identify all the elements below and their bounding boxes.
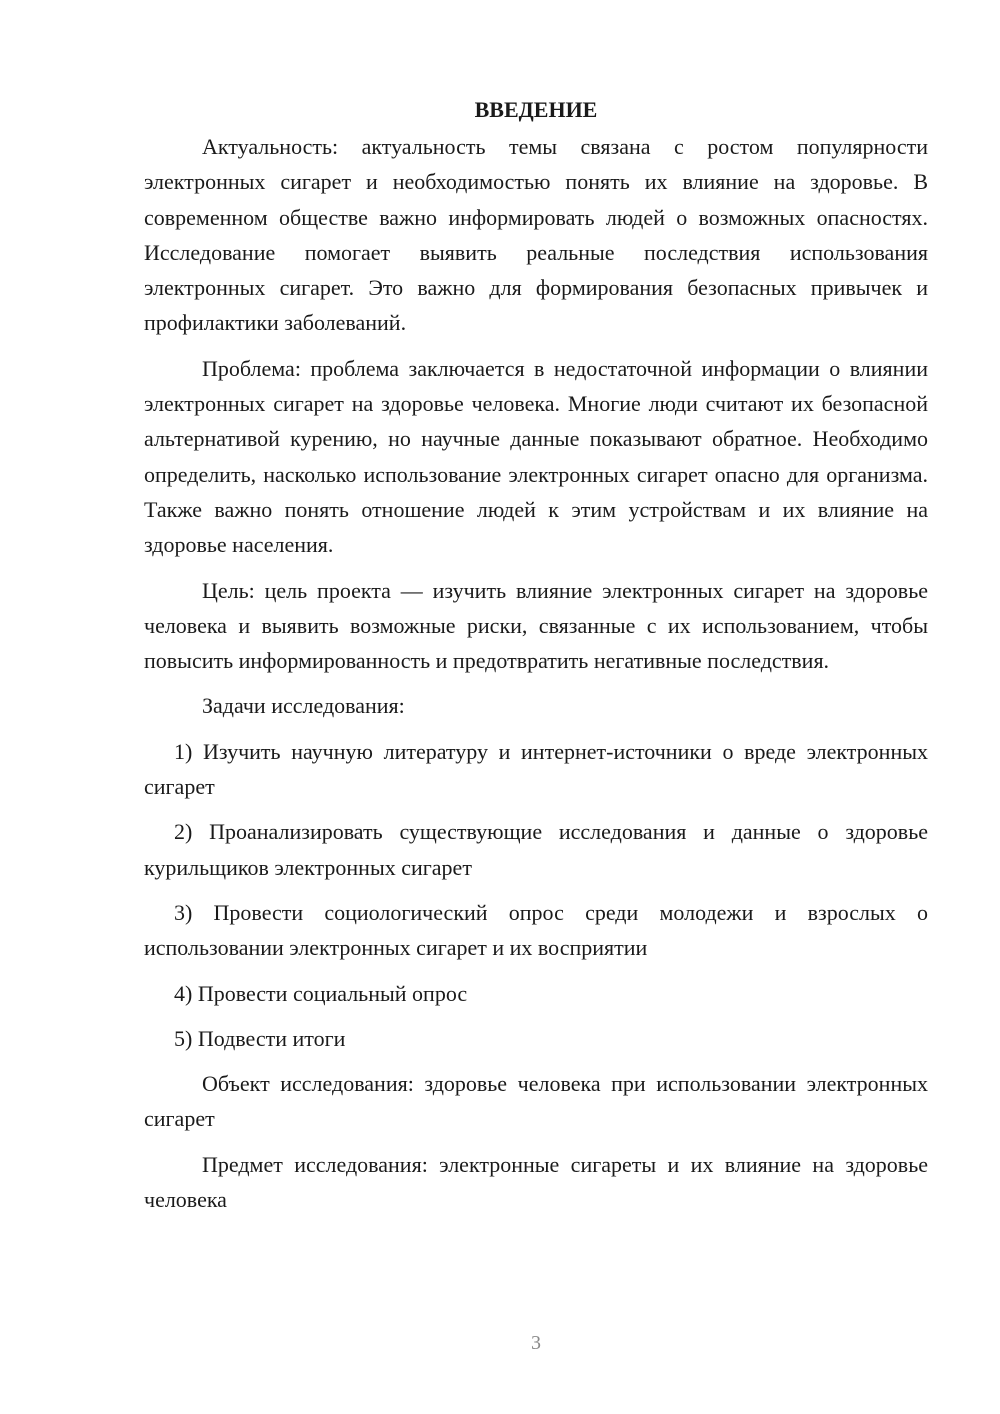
- task-item: 2) Проанализировать существующие исследования и данные о здоровье курильщиков электронных сигарет: [144, 819, 928, 880]
- relevance-paragraph: Актуальность: актуальность темы связана с ростом популярности электронных сигарет и необходимостью понять их влияние на здоровье. В современном обществе важно информировать людей о возможных опасностях. Исследование помогает выявить реальные последствия использования электронных сигарет. Это важно для формирования безопасных привычек и профилактики заболеваний.: [144, 134, 928, 336]
- task-item: 1) Изучить научную литературу и интернет-источники о вреде электронных сигарет: [144, 738, 928, 800]
- document-page: [144, 92, 928, 1227]
- document-title: ВВЕДЕНИЕ: [474, 97, 598, 122]
- tasks-heading: Задачи исследования:: [202, 693, 405, 719]
- problem-paragraph: Проблема: проблема заключается в недостаточной информации о влиянии электронных сигарет на здоровье человека. Многие люди считают их безопасной альтернативой курению, но научные данные показывают обратное. Необходимо определить, насколько использование электронных сигарет опасно для организма. Также важно понять отношение людей к этим устройствам и их влияние на здоровье населения.: [144, 355, 928, 558]
- goal-paragraph: Цель: цель проекта — изучить влияние электронных сигарет на здоровье человека и выявить возможные риски, связанные с их использованием, чтобы повысить информированность и предотвратить негативные последствия.: [144, 577, 928, 674]
- subject-paragraph: Предмет исследования: электронные сигареты и их влияние на здоровье человека: [144, 1151, 928, 1213]
- task-item: 5) Подвести итоги: [174, 1025, 346, 1051]
- object-paragraph: Объект исследования: здоровье человека при использовании электронных сигарет: [144, 1071, 928, 1132]
- page-number: 3: [531, 1332, 541, 1354]
- task-item: 4) Провести социальный опрос: [174, 980, 468, 1006]
- tasks-list: [144, 734, 928, 1056]
- task-item: 3) Провести социологический опрос среди молодежи и взрослых о использовании электронных сигарет и их восприятии: [144, 899, 928, 961]
